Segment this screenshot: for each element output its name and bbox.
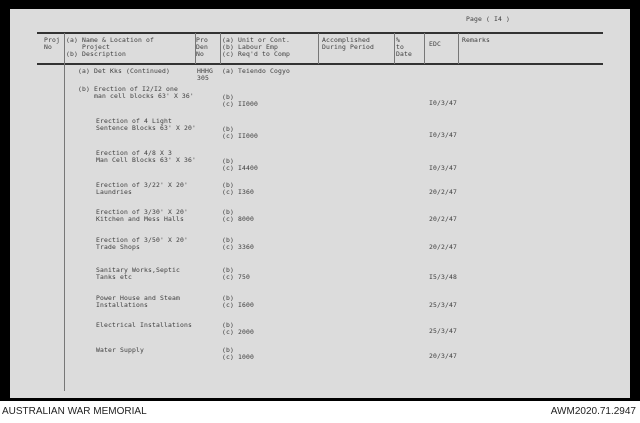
first-row-name: (a) Det Kks (Continued) bbox=[78, 67, 170, 75]
row-edc: I0/3/47 bbox=[429, 99, 457, 107]
document-page bbox=[10, 9, 630, 398]
row-description: (b) Erection of I2/I2 one man cell blocks 63' X 36' bbox=[78, 85, 194, 100]
row-unit: (b) (c) 3360 bbox=[222, 236, 254, 251]
row-unit: (b) (c) I360 bbox=[222, 181, 254, 196]
row-unit: (b) (c) 8000 bbox=[222, 208, 254, 223]
archive-footer bbox=[0, 401, 640, 423]
header-accomplished: Accomplished During Period bbox=[322, 36, 374, 51]
row-edc: 20/2/47 bbox=[429, 215, 457, 223]
row-description: Water Supply bbox=[96, 346, 144, 354]
row-unit: (b) (c) I600 bbox=[222, 294, 254, 309]
row-edc: 25/3/47 bbox=[429, 301, 457, 309]
column-divider-edc bbox=[458, 33, 459, 64]
row-edc: I5/3/48 bbox=[429, 273, 457, 281]
row-edc: I0/3/47 bbox=[429, 131, 457, 139]
first-row-unit: (a) Teiendo Cogyo bbox=[222, 67, 290, 75]
header-percent: % to Date bbox=[396, 36, 412, 58]
row-edc: I0/3/47 bbox=[429, 164, 457, 172]
row-edc: 25/3/47 bbox=[429, 327, 457, 335]
footer-source: AUSTRALIAN WAR MEMORIAL bbox=[2, 406, 147, 417]
row-unit: (b) (c) II000 bbox=[222, 93, 258, 108]
column-divider-percent bbox=[424, 33, 425, 64]
row-unit: (b) (c) I4400 bbox=[222, 157, 258, 172]
column-divider-proj bbox=[64, 33, 65, 391]
row-description: Erection of 3/30' X 20' Kitchen and Mess Halls bbox=[96, 208, 188, 223]
column-divider-name bbox=[195, 33, 196, 64]
header-unit: (a) Unit or Cont. (b) Labour Emp (c) Req'd to Comp bbox=[222, 36, 290, 58]
header-edc: EDC bbox=[429, 40, 441, 48]
row-unit: (b) (c) II000 bbox=[222, 125, 258, 140]
row-description: Erection of 4/8 X 3 Man Cell Blocks 63' X 36' bbox=[96, 149, 196, 164]
footer-catalogue-id: AWM2020.71.2947 bbox=[550, 406, 636, 417]
page-number: Page ( I4 ) bbox=[466, 15, 510, 23]
row-unit: (b) (c) 750 bbox=[222, 266, 250, 281]
row-edc: 20/2/47 bbox=[429, 243, 457, 251]
row-unit: (b) (c) 1000 bbox=[222, 346, 254, 361]
first-row-pro-den: HHHG 305 bbox=[197, 67, 213, 82]
column-divider-accomplished bbox=[394, 33, 395, 64]
row-description: Erection of 3/50' X 20' Trade Shops bbox=[96, 236, 188, 251]
header-top-rule bbox=[37, 32, 603, 34]
column-divider-unit bbox=[318, 33, 319, 64]
row-description: Sanitary Works,Septic Tanks etc bbox=[96, 266, 180, 281]
row-edc: 20/3/47 bbox=[429, 352, 457, 360]
header-remarks: Remarks bbox=[462, 36, 490, 44]
header-proj-no: Proj No bbox=[44, 36, 60, 51]
row-description: Erection of 3/22' X 20' Laundries bbox=[96, 181, 188, 196]
row-description: Power House and Steam Installations bbox=[96, 294, 180, 309]
row-description: Electrical Installations bbox=[96, 321, 192, 329]
row-unit: (b) (c) 2000 bbox=[222, 321, 254, 336]
header-pro-den-no: Pro Den No bbox=[196, 36, 208, 58]
row-description: Erection of 4 Light Sentence Blocks 63' X 20' bbox=[96, 117, 196, 132]
header-bottom-rule bbox=[37, 63, 603, 65]
row-edc: 20/2/47 bbox=[429, 188, 457, 196]
header-name-location: (a) Name & Location of Project (b) Description bbox=[66, 36, 154, 58]
column-divider-pro-den bbox=[220, 33, 221, 64]
